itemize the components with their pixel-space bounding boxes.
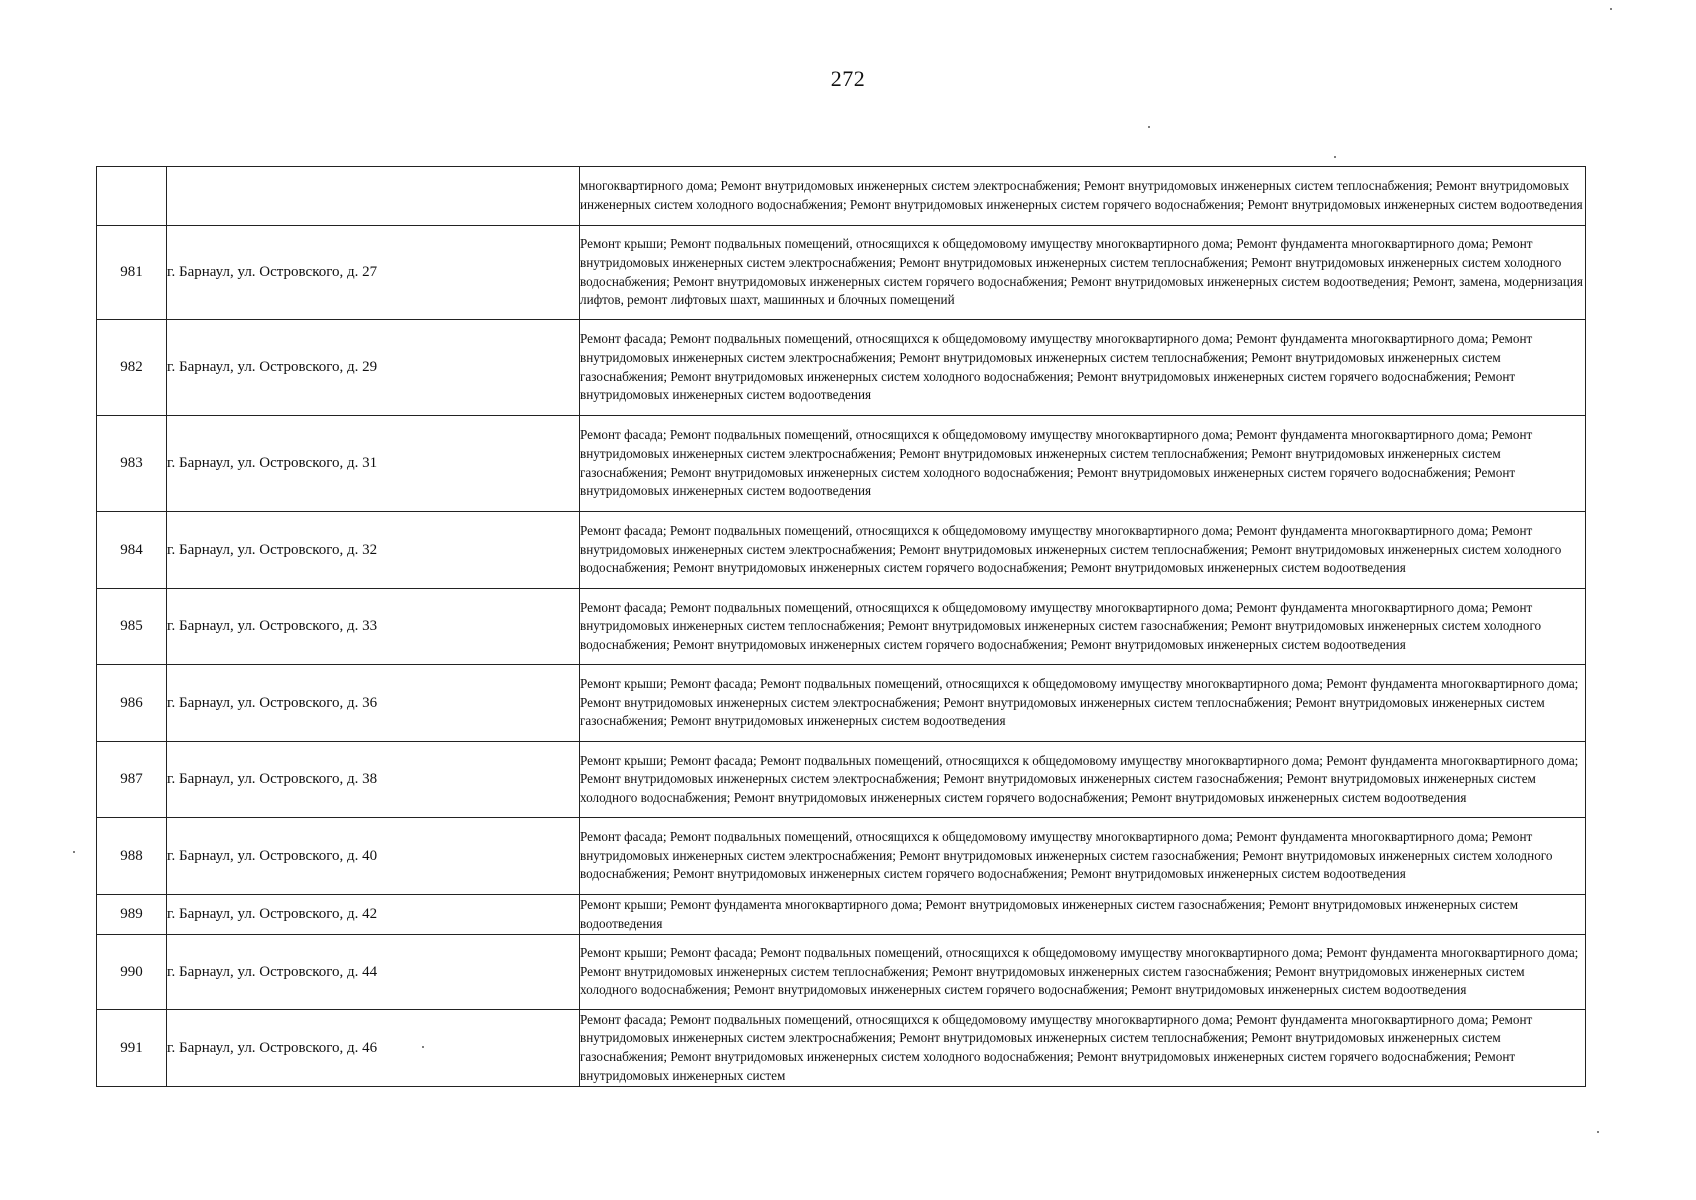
row-number: 982 bbox=[97, 320, 167, 416]
row-number: 983 bbox=[97, 416, 167, 512]
row-works: Ремонт фасада; Ремонт подвальных помещений, относящихся к общедомовому имуществу многоквартирного дома; Ремонт фундамента многоквартирного дома; Ремонт внутридомовых инженерных систем электроснабжения; Ремонт внутридомовых инженерных систем теплоснабжения; Ремонт внутридомовых инженерных систем газоснабжения; Ремонт внутридомовых инженерных систем холодного водоснабжения; Ремонт внутридомовых инженерных систем горячего водоснабжения; Ремонт внутридомовых инженерных систем bbox=[580, 1010, 1586, 1087]
scan-speck bbox=[1610, 8, 1612, 10]
row-works: Ремонт фасада; Ремонт подвальных помещений, относящихся к общедомовому имуществу многоквартирного дома; Ремонт фундамента многоквартирного дома; Ремонт внутридомовых инженерных систем электроснабжения; Ремонт внутридомовых инженерных систем газоснабжения; Ремонт внутридомовых инженерных систем холодного водоснабжения; Ремонт внутридомовых инженерных систем горячего водоснабжения; Ремонт внутридомовых инженерных систем водоотведения bbox=[580, 818, 1586, 895]
row-address: г. Барнаул, ул. Островского, д. 42 bbox=[167, 895, 580, 935]
row-address: г. Барнаул, ул. Островского, д. 27 bbox=[167, 226, 580, 320]
row-number: 984 bbox=[97, 512, 167, 589]
scan-speck bbox=[1597, 1131, 1599, 1133]
row-address: г. Барнаул, ул. Островского, д. 31 bbox=[167, 416, 580, 512]
table-row bbox=[97, 589, 1586, 665]
page-number: 272 bbox=[830, 66, 866, 91]
row-number: 989 bbox=[97, 895, 167, 935]
row-number: 987 bbox=[97, 742, 167, 818]
table-row bbox=[97, 1010, 1586, 1087]
row-address: г. Барнаул, ул. Островского, д. 33 bbox=[167, 589, 580, 665]
table-row bbox=[97, 818, 1586, 895]
scan-speck bbox=[1148, 126, 1150, 128]
row-works: многоквартирного дома; Ремонт внутридомовых инженерных систем электроснабжения; Ремонт внутридомовых инженерных систем теплоснабжения; Ремонт внутридомовых инженерных систем холодного водоснабжения; Ремонт внутридомовых инженерных систем горячего водоснабжения; Ремонт внутридомовых инженерных систем водоотведения bbox=[580, 167, 1586, 226]
row-works: Ремонт крыши; Ремонт фасада; Ремонт подвальных помещений, относящихся к общедомовому имуществу многоквартирного дома; Ремонт фундамента многоквартирного дома; Ремонт внутридомовых инженерных систем теплоснабжения; Ремонт внутридомовых инженерных систем газоснабжения; Ремонт внутридомовых инженерных систем холодного водоснабжения; Ремонт внутридомовых инженерных систем горячего водоснабжения; Ремонт внутридомовых инженерных систем водоотведения bbox=[580, 935, 1586, 1010]
row-works: Ремонт крыши; Ремонт подвальных помещений, относящихся к общедомовому имуществу многоквартирного дома; Ремонт фундамента многоквартирного дома; Ремонт внутридомовых инженерных систем электроснабжения; Ремонт внутридомовых инженерных систем теплоснабжения; Ремонт внутридомовых инженерных систем холодного водоснабжения; Ремонт внутридомовых инженерных систем горячего водоснабжения; Ремонт внутридомовых инженерных систем водоотведения; Ремонт, замена, модернизация лифтов, ремонт лифтовых шахт, машинных и блочных помещений bbox=[580, 226, 1586, 320]
row-address: г. Барнаул, ул. Островского, д. 32 bbox=[167, 512, 580, 589]
table-row bbox=[97, 512, 1586, 589]
row-works: Ремонт крыши; Ремонт фундамента многоквартирного дома; Ремонт внутридомовых инженерных систем газоснабжения; Ремонт внутридомовых инженерных систем водоотведения bbox=[580, 895, 1586, 935]
row-number: 990 bbox=[97, 935, 167, 1010]
row-works: Ремонт фасада; Ремонт подвальных помещений, относящихся к общедомовому имуществу многоквартирного дома; Ремонт фундамента многоквартирного дома; Ремонт внутридомовых инженерных систем теплоснабжения; Ремонт внутридомовых инженерных систем газоснабжения; Ремонт внутридомовых инженерных систем холодного водоснабжения; Ремонт внутридомовых инженерных систем горячего водоснабжения; Ремонт внутридомовых инженерных систем водоотведения bbox=[580, 589, 1586, 665]
scan-speck bbox=[1334, 156, 1336, 158]
table-row bbox=[97, 416, 1586, 512]
row-number: 985 bbox=[97, 589, 167, 665]
table-row bbox=[97, 320, 1586, 416]
table-row bbox=[97, 665, 1586, 742]
row-address: г. Барнаул, ул. Островского, д. 36 bbox=[167, 665, 580, 742]
repair-works-table bbox=[96, 166, 1586, 1087]
row-address: г. Барнаул, ул. Островского, д. 44 bbox=[167, 935, 580, 1010]
scan-speck bbox=[73, 851, 75, 853]
row-works: Ремонт крыши; Ремонт фасада; Ремонт подвальных помещений, относящихся к общедомовому имуществу многоквартирного дома; Ремонт фундамента многоквартирного дома; Ремонт внутридомовых инженерных систем электроснабжения; Ремонт внутридомовых инженерных систем теплоснабжения; Ремонт внутридомовых инженерных систем газоснабжения; Ремонт внутридомовых инженерных систем водоотведения bbox=[580, 665, 1586, 742]
row-number: 991 bbox=[97, 1010, 167, 1087]
row-number: 986 bbox=[97, 665, 167, 742]
row-works: Ремонт фасада; Ремонт подвальных помещений, относящихся к общедомовому имуществу многоквартирного дома; Ремонт фундамента многоквартирного дома; Ремонт внутридомовых инженерных систем электроснабжения; Ремонт внутридомовых инженерных систем теплоснабжения; Ремонт внутридомовых инженерных систем газоснабжения; Ремонт внутридомовых инженерных систем холодного водоснабжения; Ремонт внутридомовых инженерных систем горячего водоснабжения; Ремонт внутридомовых инженерных систем водоотведения bbox=[580, 416, 1586, 512]
row-number: 981 bbox=[97, 226, 167, 320]
row-address: г. Барнаул, ул. Островского, д. 38 bbox=[167, 742, 580, 818]
row-address: г. Барнаул, ул. Островского, д. 40 bbox=[167, 818, 580, 895]
row-number: 988 bbox=[97, 818, 167, 895]
row-works: Ремонт крыши; Ремонт фасада; Ремонт подвальных помещений, относящихся к общедомовому имуществу многоквартирного дома; Ремонт фундамента многоквартирного дома; Ремонт внутридомовых инженерных систем электроснабжения; Ремонт внутридомовых инженерных систем газоснабжения; Ремонт внутридомовых инженерных систем холодного водоснабжения; Ремонт внутридомовых инженерных систем горячего водоснабжения; Ремонт внутридомовых инженерных систем водоотведения bbox=[580, 742, 1586, 818]
table-row bbox=[97, 742, 1586, 818]
row-works: Ремонт фасада; Ремонт подвальных помещений, относящихся к общедомовому имуществу многоквартирного дома; Ремонт фундамента многоквартирного дома; Ремонт внутридомовых инженерных систем электроснабжения; Ремонт внутридомовых инженерных систем теплоснабжения; Ремонт внутридомовых инженерных систем холодного водоснабжения; Ремонт внутридомовых инженерных систем горячего водоснабжения; Ремонт внутридомовых инженерных систем водоотведения bbox=[580, 512, 1586, 589]
row-address: г. Барнаул, ул. Островского, д. 29 bbox=[167, 320, 580, 416]
row-address: г. Барнаул, ул. Островского, д. 46 bbox=[167, 1010, 580, 1087]
table-row bbox=[97, 226, 1586, 320]
table-row bbox=[97, 895, 1586, 935]
row-number bbox=[97, 167, 167, 226]
table-row bbox=[97, 167, 1586, 226]
table-row bbox=[97, 935, 1586, 1010]
row-works: Ремонт фасада; Ремонт подвальных помещений, относящихся к общедомовому имуществу многоквартирного дома; Ремонт фундамента многоквартирного дома; Ремонт внутридомовых инженерных систем электроснабжения; Ремонт внутридомовых инженерных систем теплоснабжения; Ремонт внутридомовых инженерных систем газоснабжения; Ремонт внутридомовых инженерных систем холодного водоснабжения; Ремонт внутридомовых инженерных систем горячего водоснабжения; Ремонт внутридомовых инженерных систем водоотведения bbox=[580, 320, 1586, 416]
row-address bbox=[167, 167, 580, 226]
